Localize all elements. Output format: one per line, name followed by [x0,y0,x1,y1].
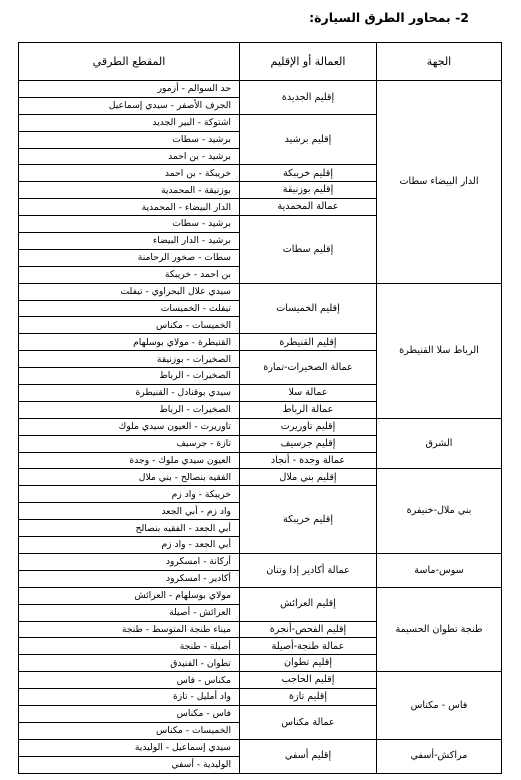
table-row [19,587,502,604]
region-cell: طنجة تطوان الحسيمة [377,587,502,671]
table-row [19,739,502,756]
segment-cell: أركانة - امسكرود [19,553,240,570]
segment-cell: أكادير - امسكرود [19,570,240,587]
province-cell: إقليم الحاجب [240,672,377,689]
table-row [19,81,502,98]
segment-cell: الدار البيضاء - المحمدية [19,199,240,216]
segment-cell: خريبكة - بن احمد [19,165,240,182]
table-row [19,418,502,435]
province-cell: إقليم القنيطرة [240,334,377,351]
segment-cell: بوزنيقة - المحمدية [19,182,240,199]
province-cell: عمالة الصخيرات-تمارة [240,351,377,385]
segment-cell: العرائش - أصيلة [19,604,240,621]
segment-cell: سيدي علال البحراوي - تيفلت [19,283,240,300]
segment-cell: اشتوكة - البير الجديد [19,114,240,131]
province-cell: إقليم الجديدة [240,81,377,115]
region-cell: الدار البيضاء سطات [377,81,502,284]
segment-cell: تيفلت - الخميسات [19,300,240,317]
table-header-row [19,43,502,81]
province-cell: عمالة طنجة-أصيلة [240,638,377,655]
segment-cell: العيون سيدي ملوك - وجدة [19,452,240,469]
segment-cell: تاوريرت - العيون سيدي ملوك [19,418,240,435]
segment-cell: مولاي بوسلهام - العرائش [19,587,240,604]
segment-cell: تطوان - الفنيدق [19,655,240,672]
segment-cell: الصخيرات - الرباط [19,368,240,385]
segment-cell: القنيطرة - مولاي بوسلهام [19,334,240,351]
province-cell: إقليم العرائش [240,587,377,621]
province-cell: إقليم بني ملال [240,469,377,486]
province-cell: إقليم تطوان [240,655,377,672]
segment-cell: سطات - صخور الرحامنة [19,249,240,266]
segment-cell: أصيلة - طنجة [19,638,240,655]
header-segment: المقطع الطرقي [19,43,240,81]
province-cell: عمالة سلا [240,385,377,402]
page-title: 2- بمحاور الطرق السيارة: [309,10,469,25]
table-row [19,553,502,570]
province-cell: إقليم بوزنيقة [240,182,377,199]
segment-cell: برشيد - سطات [19,216,240,233]
province-cell: إقليم الفحص-أنجرة [240,621,377,638]
province-cell: عمالة وجدة - أنجاد [240,452,377,469]
province-cell: إقليم تازة [240,689,377,706]
province-cell: إقليم برشيد [240,114,377,165]
province-cell: إقليم أسفي [240,739,377,773]
segment-cell: خريبكة - واد زم [19,486,240,503]
segment-cell: واد زم - أبي الجعد [19,503,240,520]
roads-table-container [18,42,502,770]
segment-cell: الصخيرات - الرباط [19,401,240,418]
province-cell: عمالة مكناس [240,705,377,739]
province-cell: إقليم جرسيف [240,435,377,452]
segment-cell: أبي الجعد - واد زم [19,537,240,554]
province-cell: عمالة المحمدية [240,199,377,216]
province-cell: إقليم خريبكة [240,165,377,182]
province-cell: إقليم سطات [240,216,377,284]
region-cell: الشرق [377,418,502,469]
province-cell: عمالة الرباط [240,401,377,418]
segment-cell: سيدي إسماعيل - الوليدية [19,739,240,756]
segment-cell: حد السوالم - أزمور [19,81,240,98]
province-cell: إقليم الخميسات [240,283,377,334]
region-cell: مراكش-أسفي [377,739,502,773]
segment-cell: ميناء طنجة المتوسط - طنجة [19,621,240,638]
segment-cell: واد أمليل - تازة [19,689,240,706]
segment-cell: أبي الجعد - الفقيه بنصالح [19,520,240,537]
table-body [19,81,502,774]
table-row [19,469,502,486]
segment-cell: برشيد - سطات [19,131,240,148]
segment-cell: سيدي بوقنادل - القنيطرة [19,385,240,402]
region-cell: الرباط سلا القنيطرة [377,283,502,418]
segment-cell: بن احمد - خريبكة [19,266,240,283]
segment-cell: الوليدية - أسفي [19,756,240,773]
region-cell: بني ملال-خنيفرة [377,469,502,553]
region-cell: سوس-ماسة [377,553,502,587]
segment-cell: برشيد - الدار البيضاء [19,233,240,250]
segment-cell: الصخيرات - بوزنيقة [19,351,240,368]
segment-cell: الجرف الأصفر - سيدي إسماعيل [19,97,240,114]
segment-cell: الفقيه بنصالح - بني ملال [19,469,240,486]
highway-segments-table [18,42,502,774]
table-row [19,283,502,300]
segment-cell: برشيد - بن احمد [19,148,240,165]
segment-cell: تازة - جرسيف [19,435,240,452]
header-province: العمالة أو الإقليم [240,43,377,81]
segment-cell: الخميسات - مكناس [19,317,240,334]
province-cell: إقليم تاوريرت [240,418,377,435]
header-region: الجهة [377,43,502,81]
segment-cell: فاس - مكناس [19,705,240,722]
table-row [19,672,502,689]
segment-cell: الخميسات - مكناس [19,722,240,739]
province-cell: إقليم خريبكة [240,486,377,554]
province-cell: عمالة أكادير إدا وتنان [240,553,377,587]
region-cell: فاس - مكناس [377,672,502,740]
segment-cell: مكناس - فاس [19,672,240,689]
